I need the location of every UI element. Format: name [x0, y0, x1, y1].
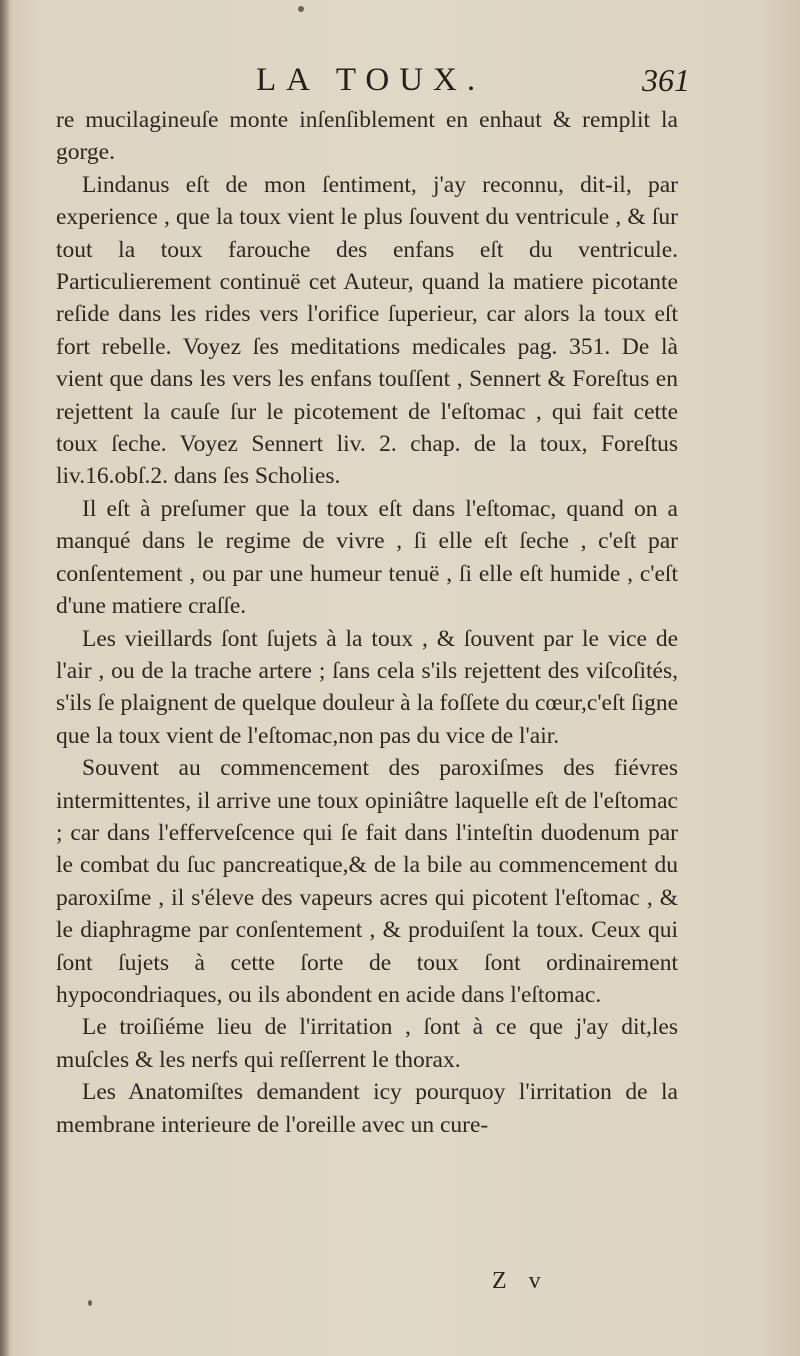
paragraph-continuation: re mucilagineuſe monte inſenſiblement en enhaut & remplit la gorge.	[56, 107, 678, 166]
paragraph-lindanus: Lindanus eſt de mon ſentiment, j'ay reconnu, dit-il, par experience , que la toux vient le plus ſouvent du ventricule , & ſur tout la toux farouche des enfans eſt du ventricule. Particulierement continuë cet Auteur, quand la matiere picotante reſide dans les rides vers l'orifice ſuperieur, car alors la toux eſt fort rebelle. Voyez ſes meditations medicales pag. 351. De là vient que dans les vers les enfans touſſent , Sennert & Foreſtus en rejettent la cauſe ſur le picotement de l'eſtomac , qui fait cette toux ſeche. Voyez Sennert liv. 2. chap. de la toux, Foreſtus liv.16.obſ.2. dans ſes Scholies.	[56, 171, 678, 490]
page-header	[56, 62, 690, 104]
paragraph-troisieme-lieu: Le troiſiéme lieu de l'irritation , ſont à ce que j'ay dit,les muſcles & les nerfs qui reſſerrent le thorax.	[56, 1014, 678, 1073]
paragraph-anatomistes: Les Anatomiſtes demandent icy pourquoy l'irritation de la membrane interieure de l'oreille avec un cure-	[56, 1079, 678, 1138]
signature-mark: Z v	[492, 1268, 549, 1294]
running-title: LA TOUX.	[256, 62, 486, 98]
binding-gutter	[0, 0, 10, 1356]
page-footer	[56, 1268, 678, 1304]
ink-speck	[88, 1300, 92, 1306]
paragraph-estomac: Il eſt à preſumer que la toux eſt dans l'eſtomac, quand on a manqué dans le regime de vivre , ſi elle eſt ſeche , c'eſt par conſentement , ou par une humeur tenuë , ſi elle eſt humide , c'eſt d'une matiere craſſe.	[56, 495, 678, 620]
paragraph-vieillards: Les vieillards ſont ſujets à la toux , & ſouvent par le vice de l'air , ou de la trache artere ; ſans cela s'ils rejettent des viſcoſités, s'ils ſe plaignent de quelque douleur à la foſſete du cœur,c'eſt ſigne que la toux vient de l'eſtomac,non pas du vice de l'air.	[56, 625, 678, 749]
page-number: 361	[642, 62, 690, 98]
paragraph-paroxismes: Souvent au commencement des paroxiſmes des fiévres intermittentes, il arrive une toux opiniâtre laquelle eſt de l'eſtomac ; car dans l'effervеſcence qui ſe fait dans l'inteſtin duodenum par le combat du ſuc pancreatique,& de la bile au commencement du paroxiſme , il s'éleve des vapeurs acres qui picotent l'eſtomac , & le diaphragme par conſentement , & produiſent la toux. Ceux qui ſont ſujets à cette ſorte de toux ſont ordinairement hypocondriaques, ou ils abondent en acide dans l'eſtomac.	[56, 755, 678, 1008]
body-text	[56, 104, 678, 1141]
ink-speck	[298, 6, 304, 12]
